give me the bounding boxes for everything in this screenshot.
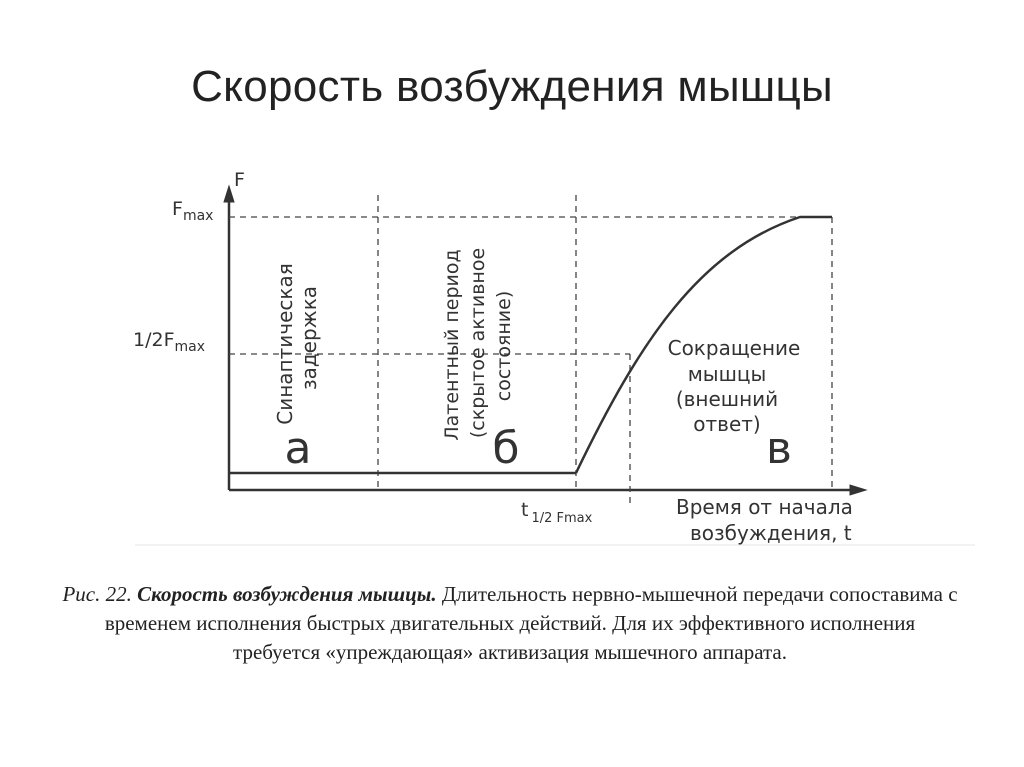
y-axis-label: F [234,169,245,191]
caption-lead [62,582,436,606]
caption-label: Рис. 22. [62,582,132,606]
x-axis-arrow [850,485,866,495]
x-tick-label [521,499,593,526]
phase-c-text-line2: мышцы [687,362,767,386]
half-fmax-base: 1/2F [133,329,175,351]
phase-a-text-line2: задержка [297,285,321,391]
phase-a-text-line1: Синаптическая [273,263,297,425]
phase-c-text-line1: Сокращение [667,336,801,360]
caption-bold-title: Скорость возбуждения мышцы. [137,582,437,606]
phase-c-letter: в [766,423,792,474]
phase-c-text-line3: (внешний [675,387,779,411]
phase-c-text-line4: ответ) [693,412,761,436]
y-axis-arrow [224,186,234,202]
phase-b-text-line2: (скрытое активное [467,247,489,439]
caption-text: Длительность нервно-мышечной передачи сопоставима с временем исполнения быстрых двигательных действий. Для их эффективного исполнения требуется «упреждающая» активизация мышечного аппарата. [104,582,958,664]
fmax-base: F [172,198,183,220]
slide-title: Скорость возбуждения мышцы [191,62,833,111]
fmax-sub: max [182,208,214,224]
phase-b-text-line3: состояние) [493,290,515,402]
phase-b-text-line1: Латентный период [441,249,463,441]
half-fmax-sub: max [174,339,206,355]
x-tick-base: t [521,499,529,521]
x-tick-sub: 1/2 Fmax [531,511,593,526]
phase-a-letter: а [284,423,312,474]
half-fmax-tick-label [133,329,205,355]
x-axis-label-line2: возбуждения, t [690,521,852,545]
x-axis-label-line1: Время от начала [676,495,853,519]
phase-b-letter: б [492,423,520,474]
fmax-tick-label [172,198,213,224]
figure-caption [60,580,960,667]
